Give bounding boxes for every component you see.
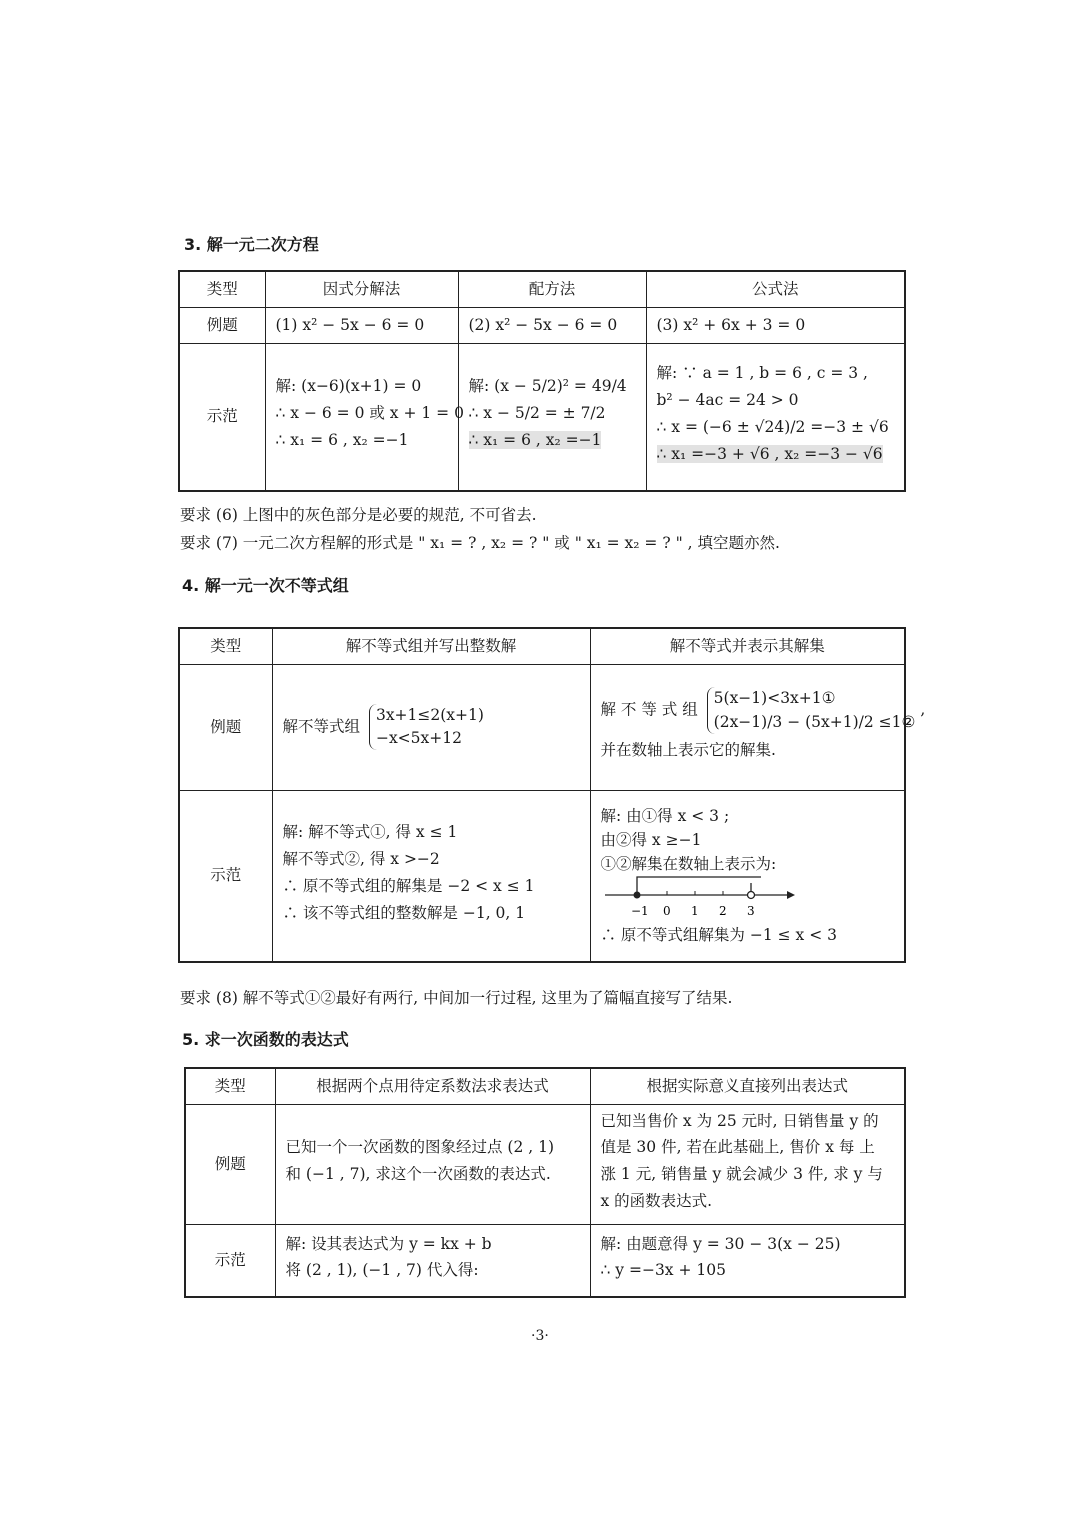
example-sales — [590, 1104, 905, 1225]
example-line: 和 (−1 , 7), 求这个一次函数的表达式. — [285, 1165, 551, 1184]
demo-line: 解: 由①得 x < 3 ; — [600, 806, 730, 825]
header-factoring: 因式分解法 — [265, 271, 458, 307]
header-solution-set: 解不等式并表示其解集 — [590, 628, 905, 664]
demo-line: ∴ y =−3x + 105 — [600, 1261, 726, 1280]
tick-label: 2 — [718, 903, 727, 918]
demo-line: ①②解集在数轴上表示为: — [600, 854, 777, 873]
example-line: x 的函数表达式. — [600, 1192, 713, 1211]
requirement-7: 要求 (7) 一元二次方程解的形式是 " x₁ = ? , x₂ = ? " 或 " x₁ = x₂ = ? " , 填空题亦然. — [180, 534, 780, 552]
example-system-2: 解 不 等 式 组 5(x−1)<3x+1① (2x−1)/3 − (5x+1)/2 ≤1② , 并在数轴上表示它的解集. — [590, 664, 905, 790]
demo-sales — [590, 1225, 905, 1297]
page-number: ·3· — [531, 1328, 549, 1344]
inequality-line: (2x−1)/3 − (5x+1)/2 ≤1② — [713, 712, 916, 731]
demo-line: ∴ x₁ = 6 , x₂ =−1 — [275, 431, 409, 450]
demo-line: 解: 解不等式①, 得 x ≤ 1 — [282, 822, 458, 841]
example-line: 值是 30 件, 若在此基础上, 售价 x 每 上 — [600, 1138, 875, 1157]
header-undetermined-coefficients: 根据两个点用待定系数法求表达式 — [275, 1068, 590, 1104]
requirement-8: 要求 (8) 解不等式①②最好有两行, 中间加一行过程, 这里为了篇幅直接写了结果. — [180, 989, 733, 1007]
header-practical-meaning: 根据实际意义直接列出表达式 — [590, 1068, 905, 1104]
example-prefix: 解 不 等 式 组 — [600, 700, 698, 719]
demo-line: ∴ x = (−6 ± √24)/2 =−3 ± √6 — [656, 417, 889, 436]
header-formula: 公式法 — [646, 271, 905, 307]
section-5-title: 5. 求一次函数的表达式 — [182, 1030, 349, 1049]
demo-line: ∴ x − 5/2 = ± 7/2 — [468, 404, 606, 423]
demo-square-eq: (x − 5/2)² = 49/4 — [494, 377, 627, 396]
row-label-demo: 示范 — [185, 1225, 275, 1297]
demo-line: 由②得 x ≥−1 — [600, 830, 702, 849]
requirement-6: 要求 (6) 上图中的灰色部分是必要的规范, 不可省去. — [180, 506, 537, 524]
example-line: 已知一个一次函数的图象经过点 (2 , 1) — [285, 1138, 555, 1157]
demo-line: 解: (x−6)(x+1) = 0 — [275, 377, 422, 396]
row-label-demo: 示范 — [179, 790, 272, 962]
header-type: 类型 — [179, 628, 272, 664]
demo-line: 将 (2 , 1), (−1 , 7) 代入得: — [285, 1261, 479, 1280]
demo-line: 解不等式②, 得 x >−2 — [282, 849, 440, 868]
axis-arrow — [787, 891, 795, 899]
row-label-example: 例题 — [179, 307, 265, 343]
example-system-1 — [272, 664, 590, 790]
demo-integer-solutions — [272, 790, 590, 962]
tick-label: −1 — [630, 903, 649, 918]
inequality-table — [178, 627, 926, 963]
header-type: 类型 — [185, 1068, 275, 1104]
example-prefix: 解不等式组 — [282, 717, 361, 735]
demo-line: ∴ 原不等式组的解集是 −2 < x ≤ 1 — [282, 876, 535, 895]
tick-label: 0 — [662, 903, 671, 918]
example-line: 已知当售价 x 为 25 元时, 日销售量 y 的 — [600, 1111, 879, 1130]
section-4-title: 4. 解一元一次不等式组 — [182, 576, 349, 595]
demo-formula — [646, 343, 905, 491]
demo-line: b² − 4ac = 24 > 0 — [656, 390, 799, 409]
quadratic-table — [178, 270, 906, 492]
open-endpoint — [747, 891, 754, 898]
section-3-title: 3. 解一元二次方程 — [184, 235, 319, 254]
row-label-example: 例题 — [185, 1104, 275, 1225]
tick-label: 1 — [690, 903, 699, 918]
example-line: 涨 1 元, 销售量 y 就会减少 3 件, 求 y 与 — [600, 1165, 883, 1184]
row-label-demo: 示范 — [179, 343, 265, 491]
demo-answer-highlight: ∴ x₁ =−3 + √6 , x₂ =−3 − √6 — [656, 444, 883, 463]
closed-endpoint — [633, 891, 640, 898]
demo-line: ∴ x − 6 = 0 或 x + 1 = 0 — [275, 404, 464, 423]
tick-label: 3 — [746, 903, 755, 918]
example-tail: 并在数轴上表示它的解集. — [600, 740, 776, 759]
header-type: 类型 — [179, 271, 265, 307]
row-label-example: 例题 — [179, 664, 272, 790]
demo-line: 解: 由题意得 y = 30 − 3(x − 25) — [600, 1234, 841, 1253]
example-1: (1) x² − 5x − 6 = 0 — [265, 307, 458, 343]
header-completing-square: 配方法 — [458, 271, 646, 307]
header-integer-solutions: 解不等式组并写出整数解 — [272, 628, 590, 664]
solution-bracket — [637, 877, 761, 895]
demo-prefix: 解: — [468, 377, 490, 396]
demo-line: 解: 设其表达式为 y = kx + b — [285, 1234, 492, 1253]
demo-completing-square — [458, 343, 646, 491]
demo-factoring — [265, 343, 464, 491]
inequality-line: −x<5x+12 — [375, 729, 462, 747]
demo-answer-highlight: ∴ x₁ = 6 , x₂ =−1 — [468, 431, 602, 450]
example-2: (2) x² − 5x − 6 = 0 — [458, 307, 646, 343]
example-3: (3) x² + 6x + 3 = 0 — [646, 307, 905, 343]
demo-solution-set — [590, 790, 905, 962]
demo-line: 解: ∵ a = 1 , b = 6 , c = 3 , — [656, 363, 868, 382]
inequality-brace — [707, 687, 916, 734]
demo-line: ∴ 原不等式组解集为 −1 ≤ x < 3 — [600, 925, 837, 944]
linear-function-table — [184, 1067, 906, 1298]
inequality-line: 5(x−1)<3x+1① — [713, 689, 836, 708]
example-two-points — [275, 1104, 590, 1225]
demo-line: ∴ 该不等式组的整数解是 −1, 0, 1 — [282, 903, 526, 922]
inequality-brace — [369, 704, 484, 751]
inequality-line: 3x+1≤2(x+1) — [375, 705, 484, 724]
demo-two-points — [275, 1225, 590, 1297]
number-line — [601, 875, 801, 925]
